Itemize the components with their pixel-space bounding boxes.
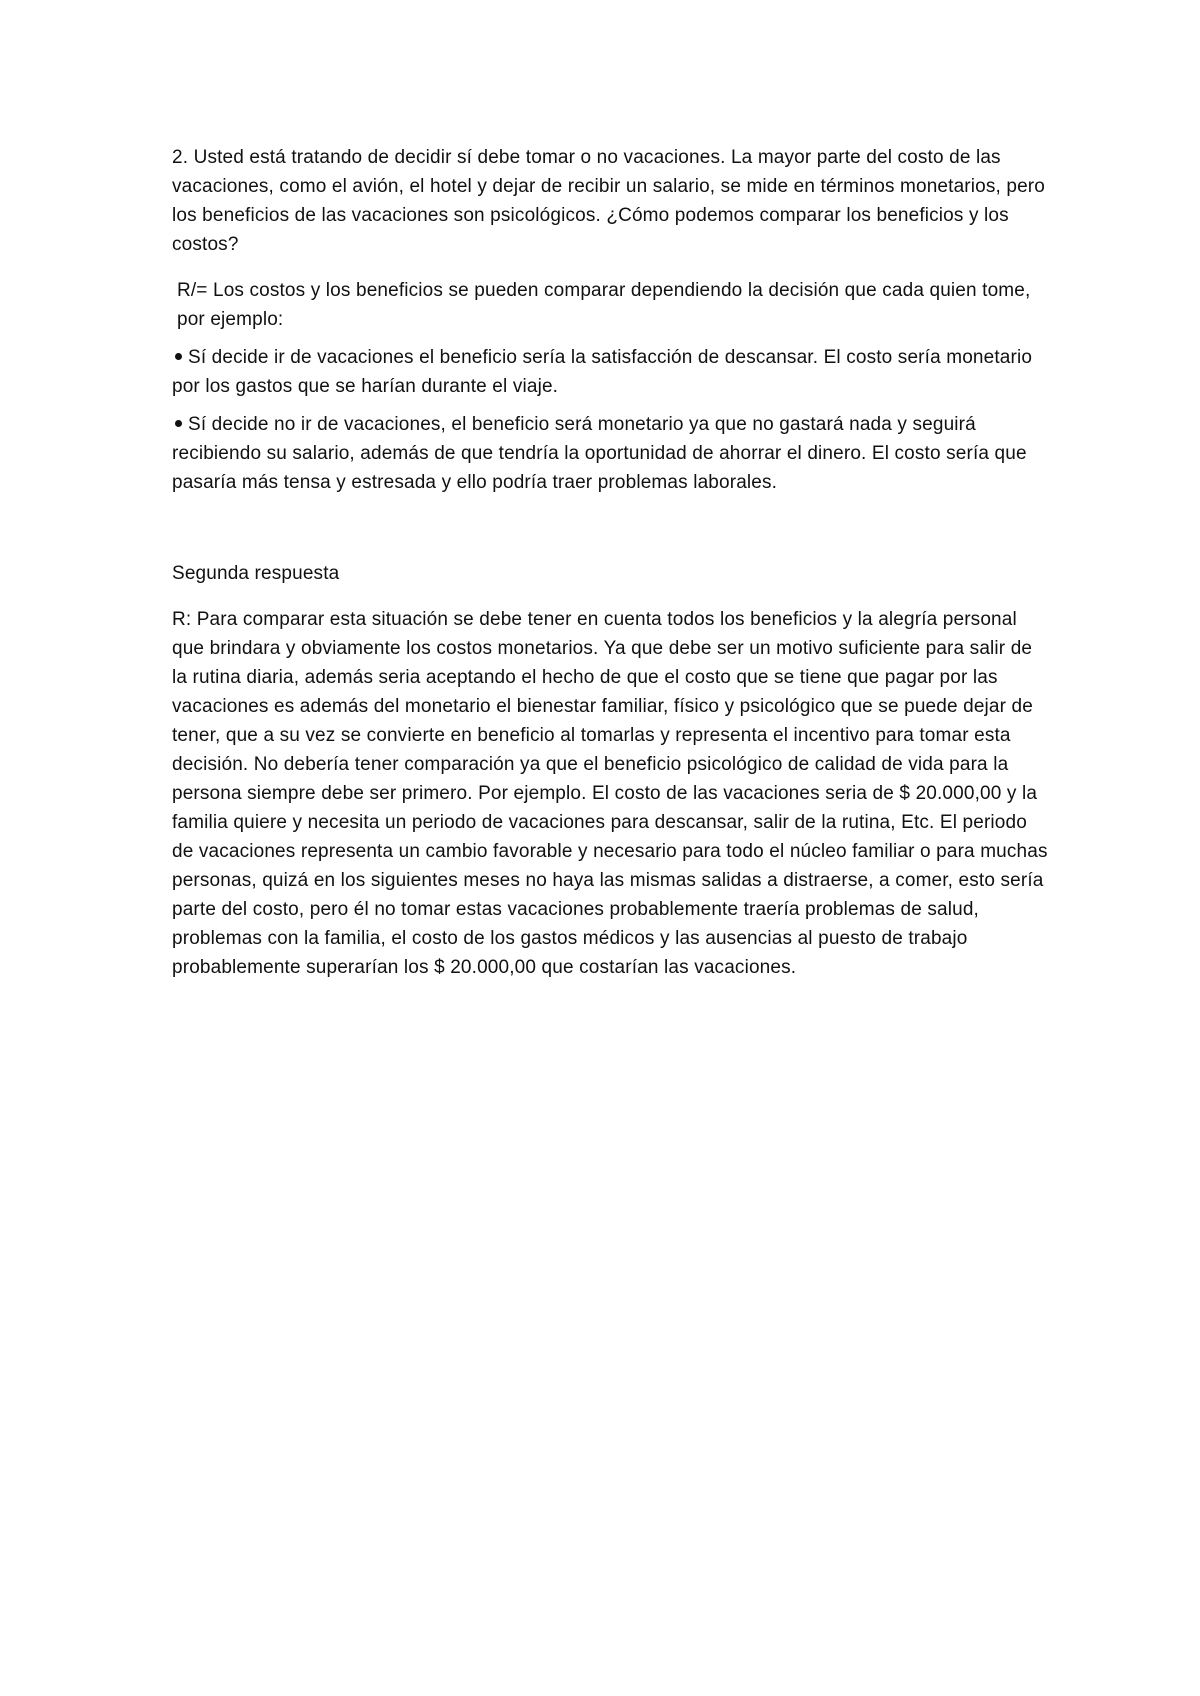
bullet-item xyxy=(172,343,1052,401)
second-answer-heading: Segunda respuesta xyxy=(172,563,340,584)
second-answer-paragraph: R: Para comparar esta situación se debe tener en cuenta todos los beneficios y la alegría personal que brindara y obviamente los costos monetarios. Ya que debe ser un motivo suficiente para salir de la rutina diaria, además seria aceptando el hecho de que el costo que se tiene que pagar por las vacaciones es además del monetario el bienestar familiar, físico y psicológico que se puede dejar de tener, que a su vez se convierte en beneficio al tomarlas y representa el incentivo para tomar esta decisión. No debería tener comparación ya que el beneficio psicológico de calidad de vida para la persona siempre debe ser primero. Por ejemplo. El costo de las vacaciones seria de $ 20.000,00 y la familia quiere y necesita un periodo de vacaciones para descansar, salir de la rutina, Etc. El periodo de vacaciones representa un cambio favorable y necesario para todo el núcleo familiar o para muchas personas, quizá en los siguientes meses no haya las mismas salidas a distraerse, a comer, esto sería parte del costo, pero él no tomar estas vacaciones probablemente traería problemas de salud, problemas con la familia, el costo de los gastos médicos y las ausencias al puesto de trabajo probablemente superarían los $ 20.000,00 que costarían las vacaciones. xyxy=(172,609,1048,978)
bullet-text: Sí decide ir de vacaciones el beneficio sería la satisfacción de descansar. El costo sería monetario por los gastos que se harían durante el viaje. xyxy=(172,347,1033,397)
bullet-text: Sí decide no ir de vacaciones, el beneficio será monetario ya que no gastará nada y seguirá recibiendo su salario, además de que tendría la oportunidad de ahorrar el dinero. El costo sería que pasaría más tensa y estresada y ello podría traer problemas laborales. xyxy=(172,414,1027,493)
question-paragraph: 2. Usted está tratando de decidir sí debe tomar o no vacaciones. La mayor parte del costo de las vacaciones, como el avión, el hotel y dejar de recibir un salario, se mide en términos monetarios, pero los beneficios de las vacaciones son psicológicos. ¿Cómo podemos comparar los beneficios y los costos? xyxy=(172,147,1045,255)
bullet-item xyxy=(172,410,1052,497)
answer-intro-paragraph: R/= Los costos y los beneficios se pueden comparar dependiendo la decisión que cada quien tome, por ejemplo: xyxy=(177,280,1031,330)
bullet-icon xyxy=(175,420,182,427)
document-body xyxy=(172,143,1052,982)
section-spacer xyxy=(172,506,1052,559)
bullet-icon xyxy=(175,353,182,360)
